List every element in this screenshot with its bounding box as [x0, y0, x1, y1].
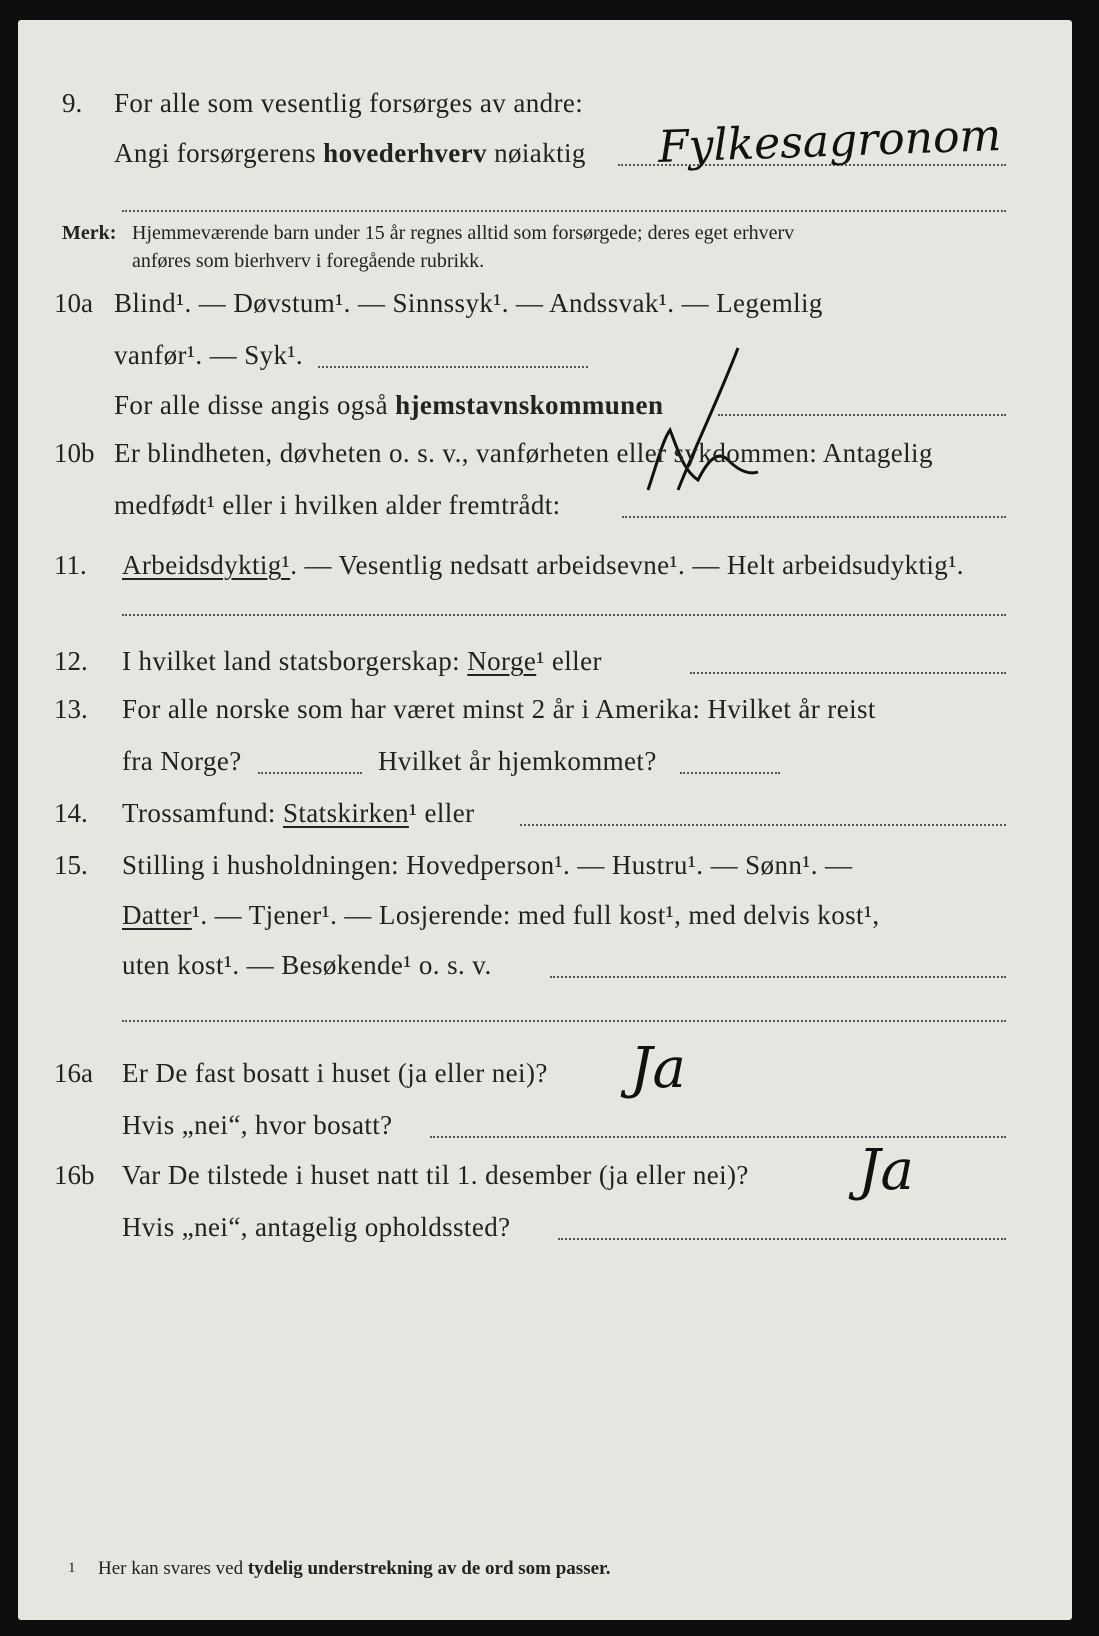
- q16b-line1: Var De tilstede i huset natt til 1. desember (ja eller nei)?: [122, 1160, 749, 1190]
- q15-line2-rest: ¹. — Tjener¹. — Losjerende: med full kost¹, med delvis kost¹,: [191, 900, 880, 930]
- q9-line2: [114, 138, 586, 169]
- q15-number: 15.: [54, 850, 88, 880]
- q10b-number: 10b: [54, 438, 95, 468]
- merk-line2: anføres som bierhverv i foregående rubrikk.: [132, 250, 485, 272]
- q14-text-b: ¹ eller: [408, 798, 475, 828]
- q10a-line3-a: For alle disse angis også: [114, 390, 396, 420]
- q12-number: 12.: [54, 646, 88, 676]
- q15-underlined: Datter: [122, 900, 192, 930]
- q11-rest: . — Vesentlig nedsatt arbeidsevne¹. — Helt arbeidsudyktig¹.: [290, 550, 964, 580]
- q9-line2-c: nøiaktig: [486, 138, 586, 168]
- q14-underlined: Statskirken: [282, 798, 409, 828]
- q9-line1: For alle som vesentlig forsørges av andre:: [114, 88, 584, 118]
- q13-reist-line: [258, 772, 362, 774]
- q16a-line2: Hvis „nei“, hvor bosatt?: [122, 1110, 393, 1140]
- q16a-number: 16a: [54, 1058, 93, 1088]
- footnote-text-a: Her kan svares ved: [98, 1558, 248, 1579]
- q16a-line1: Er De fast bosatt i huset (ja eller nei)?: [122, 1058, 548, 1088]
- q11-extra-line: [122, 614, 1006, 616]
- footnote-text: [98, 1558, 610, 1580]
- q13-hjemkommet-line: [680, 772, 780, 774]
- q9-number: 9.: [62, 88, 83, 118]
- footnote-text-bold: tydelig understrekning av de ord som passer.: [247, 1558, 611, 1579]
- q12-text-b: ¹ eller: [536, 646, 602, 676]
- merk-label: Merk:: [62, 222, 117, 244]
- q10a-number: 10a: [54, 288, 93, 318]
- q10a-line3-bold: hjemstavnskommunen: [395, 390, 664, 420]
- merk-line1: Hjemmeværende barn under 15 år regnes alltid som forsørgede; deres eget erhverv: [132, 222, 795, 244]
- q10a-line3: [114, 390, 663, 421]
- q15-line1: Stilling i husholdningen: Hovedperson¹. — Hustru¹. — Sønn¹. —: [122, 850, 853, 880]
- q15-line2: [122, 900, 880, 931]
- q12-underlined: Norge: [467, 646, 537, 676]
- q13-number: 13.: [54, 694, 88, 724]
- q9-handwritten-answer: Fylkesagronom: [657, 110, 1003, 173]
- q11-line: [122, 550, 964, 581]
- q16b-number: 16b: [54, 1160, 95, 1190]
- q9-line2-a: Angi forsørgerens: [114, 138, 324, 168]
- cross-out-strokes: [608, 340, 808, 520]
- q9-extra-line: [122, 210, 1006, 212]
- q16b-line2: Hvis „nei“, antagelig opholdssted?: [122, 1212, 511, 1242]
- q10b-answer-line: [622, 516, 1006, 518]
- q14-line: [122, 798, 474, 829]
- q15-line3: uten kost¹. — Besøkende¹ o. s. v.: [122, 950, 492, 980]
- q10a-answer-line: [318, 366, 588, 368]
- q16b-answer-line: [558, 1238, 1006, 1240]
- footnote-mark: 1: [68, 1560, 76, 1576]
- q15-extra-line: [122, 1020, 1006, 1022]
- q15-answer-line: [550, 976, 1006, 978]
- q13-line1: For alle norske som har været minst 2 år i Amerika: Hvilket år reist: [122, 694, 876, 724]
- q10b-line2: medfødt¹ eller i hvilken alder fremtrådt:: [114, 490, 561, 520]
- q9-line2-bold: hovederhverv: [323, 138, 487, 168]
- q14-answer-line: [520, 824, 1006, 826]
- q16b-handwritten-answer: Ja: [858, 1138, 914, 1203]
- q12-text-a: I hvilket land statsborgerskap:: [122, 646, 468, 676]
- q11-number: 11.: [54, 550, 87, 580]
- q12-line: [122, 646, 602, 677]
- q10a-line2: vanfør¹. — Syk¹.: [114, 340, 304, 370]
- q14-number: 14.: [54, 798, 88, 828]
- q13-line2-b: Hvilket år hjemkommet?: [378, 746, 657, 776]
- q13-line2-a: fra Norge?: [122, 746, 242, 776]
- q10a-line1: Blind¹. — Døvstum¹. — Sinnssyk¹. — Andssvak¹. — Legemlig: [114, 288, 823, 318]
- q16a-answer-line: [430, 1136, 1006, 1138]
- q12-answer-line: [690, 672, 1006, 674]
- q11-underlined-option: Arbeidsdyktig¹: [122, 550, 291, 580]
- q14-text-a: Trossamfund:: [122, 798, 283, 828]
- q10b-line1: Er blindheten, døvheten o. s. v., vanførheten eller sykdommen: Antagelig: [114, 438, 933, 468]
- q16a-handwritten-answer: Ja: [630, 1036, 686, 1101]
- census-form-page: [18, 20, 1072, 1620]
